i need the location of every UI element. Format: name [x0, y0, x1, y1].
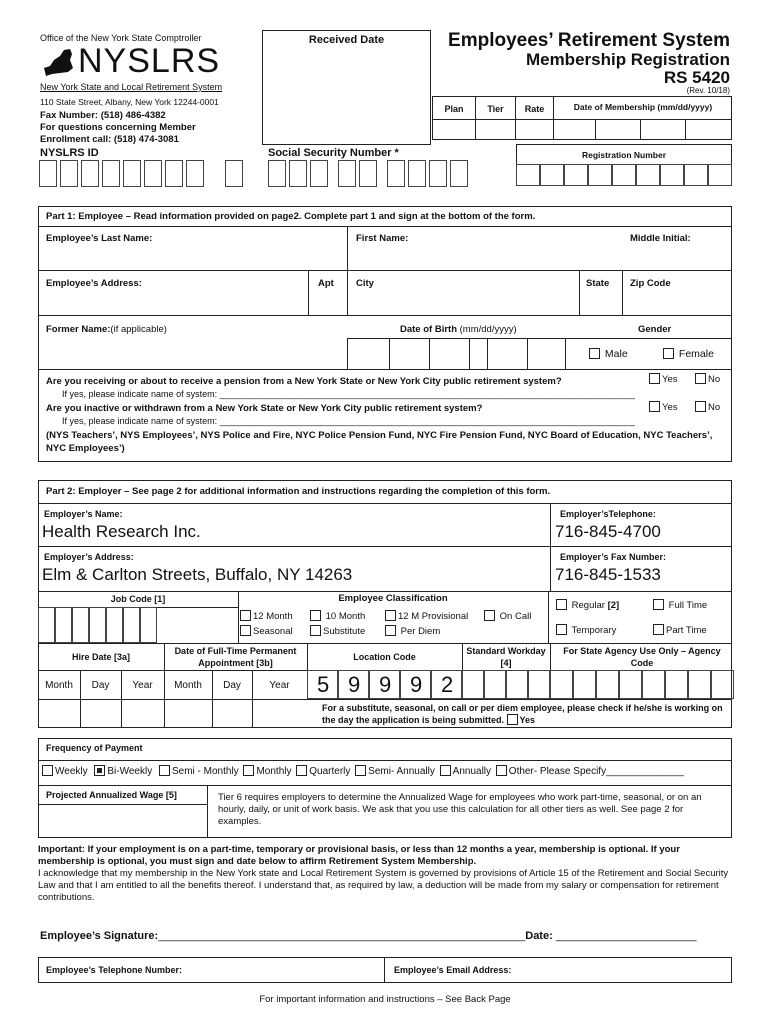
apt-label[interactable]: Apt	[318, 278, 334, 289]
on-call-checkbox[interactable]	[484, 610, 495, 621]
substitute-yes-label: Yes	[519, 715, 536, 725]
location-code-digit-value: 9	[379, 672, 392, 697]
substitute-note-text: For a substitute, seasonal, on call or per diem employee, please check if he/she is working on the day the application is being submitted.	[322, 703, 723, 725]
biweekly-checkbox[interactable]	[94, 765, 105, 776]
freq-semimonthly[interactable]	[159, 766, 239, 777]
full-time-checkbox[interactable]	[653, 599, 664, 610]
male-checkbox[interactable]	[589, 348, 600, 359]
job-code-digit-box[interactable]	[140, 607, 157, 643]
nyslrs-id-label: NYSLRS ID	[40, 147, 99, 159]
gender-female[interactable]	[663, 348, 714, 360]
substitute-checkbox[interactable]	[310, 625, 321, 636]
q1-yes[interactable]	[649, 373, 678, 385]
form-number: RS 5420	[663, 68, 730, 87]
biweekly-label: Bi-Weekly	[107, 766, 153, 777]
nyslrs-id-digit-box[interactable]	[39, 160, 57, 187]
former-name-note: (if applicable)	[110, 324, 167, 335]
q1-no-checkbox[interactable]	[695, 373, 706, 384]
freq-quarterly[interactable]	[296, 766, 350, 777]
acknowledgement: I acknowledge that my membership in the New York state and Local Retirement System is governed by provisions of Article 15 of the Retirement and Social Security Law and that I am entitled to all the benefits thereof. I understand that, as required by law, a deduction will be made from my salary or compensation for retirement contributions.	[38, 868, 729, 903]
agency-code-digit-box[interactable]	[573, 670, 596, 699]
class-per-diem[interactable]	[385, 625, 440, 637]
hire-date-label: Hire Date [3a]	[71, 652, 131, 662]
dob-format: (mm/dd/yyyy)	[459, 324, 517, 335]
freq-annually[interactable]	[440, 766, 491, 777]
ssn-digit-box[interactable]	[268, 160, 286, 187]
logo-text: NYSLRS	[78, 42, 221, 80]
q2-yes-label: Yes	[662, 402, 678, 413]
agency-code-digit-box[interactable]	[596, 670, 619, 699]
middle-initial-label[interactable]: Middle Initial:	[630, 233, 691, 244]
tier-label: Tier	[487, 104, 504, 114]
form-title-2: Membership Registration	[525, 50, 730, 69]
nyslrs-id-digit-box[interactable]	[225, 160, 243, 187]
status-part-time[interactable]	[653, 624, 707, 636]
registration-digit-box[interactable]	[564, 164, 588, 186]
q1-yes-checkbox[interactable]	[649, 373, 660, 384]
monthly-checkbox[interactable]	[243, 765, 254, 776]
gender-label: Gender	[638, 324, 672, 335]
gender-male[interactable]	[589, 348, 628, 360]
q1-no-label: No	[708, 374, 721, 385]
employer-address-label: Employer’s Address:	[44, 552, 134, 562]
part1-heading: Part 1: Employee – Read information provided on page2. Complete part 1 and sign at the bottom of the form.	[46, 211, 536, 222]
tier6-note: Tier 6 requires employers to determine the Annualized Wage for employees who work part-time, seasonal, or on an hourly, daily, or unit of work basis. We ask that you use this calculation for all other tiers as well. See page 2 for examples.	[218, 792, 702, 827]
other-label: Other- Please Specify______________	[508, 766, 684, 777]
system-name: New York State and Local Retirement System	[40, 82, 223, 92]
signature-label: Employee’s Signature:	[40, 930, 159, 942]
pension-question: Are you receiving or about to receive a pension from a New York State or New York City public retirement system?	[46, 376, 562, 387]
status-temporary[interactable]	[556, 624, 616, 636]
nyslrs-logo	[40, 42, 221, 83]
employee-classification-label: Employee Classification	[338, 593, 448, 604]
quarterly-checkbox[interactable]	[296, 765, 307, 776]
ssn-digit-box[interactable]	[429, 160, 447, 187]
regular-label: Regular	[571, 600, 608, 611]
semiannually-checkbox[interactable]	[355, 765, 366, 776]
part-time-label: Part Time	[666, 625, 707, 636]
twelve-month-checkbox[interactable]	[240, 610, 251, 621]
projected-wage-label: Projected Annualized Wage [5]	[46, 790, 177, 800]
status-regular[interactable]	[556, 599, 619, 611]
back-page-note: For important information and instructions – See Back Page	[259, 994, 511, 1005]
freq-biweekly[interactable]	[94, 766, 152, 777]
ssn-label: Social Security Number *	[268, 147, 399, 159]
registration-digit-box[interactable]	[612, 164, 636, 186]
important-note: Important: If your employment is on a part-time, temporary or provisional basis, or less than 12 months a year, membership is optional. If your membership is optional, you must sign and date below to affirm Retirement System Membership.	[38, 844, 680, 867]
employee-telephone-label[interactable]: Employee’s Telephone Number:	[46, 965, 183, 975]
rate-label: Rate	[524, 104, 545, 114]
q2-yes-checkbox[interactable]	[649, 401, 660, 412]
registration-digit-box[interactable]	[708, 164, 732, 186]
job-code-digit-box[interactable]	[55, 607, 72, 643]
signature-underline: ____________________________________________________________	[158, 930, 526, 942]
location-code-digit[interactable]	[369, 670, 400, 699]
temporary-label: Temporary	[571, 625, 617, 636]
appt-month[interactable]: Month	[174, 680, 202, 691]
ssn-digit-box[interactable]	[359, 160, 377, 187]
appt-year[interactable]: Year	[269, 680, 290, 691]
nyslrs-id-digit-box[interactable]	[81, 160, 99, 187]
frequency-label: Frequency of Payment	[46, 743, 143, 753]
seasonal-checkbox[interactable]	[240, 625, 251, 636]
revision: (Rev. 10/18)	[686, 86, 730, 95]
ssn-digit-box[interactable]	[310, 160, 328, 187]
weekly-checkbox[interactable]	[42, 765, 53, 776]
systems-list: (NYS Teachers’, NYS Employees’, NYS Police and Fire, NYC Police Pension Fund, NYC Fire Pension Fund, NYC Board of Education, NYC Teachers’, NYC Employees’)	[46, 430, 713, 454]
class-substitute[interactable]	[310, 625, 365, 637]
ssn-digit-box[interactable]	[338, 160, 356, 187]
agency-code-digit-box[interactable]	[642, 670, 665, 699]
substitute-note	[322, 702, 727, 726]
state-agency-label: For State Agency Use Only – Agency Code	[563, 646, 721, 668]
zip-label[interactable]: Zip Code	[630, 278, 671, 289]
freq-monthly[interactable]	[243, 766, 291, 777]
job-code-digit-box[interactable]	[106, 607, 123, 643]
ssn-digit-box[interactable]	[408, 160, 426, 187]
quarterly-label: Quarterly	[309, 766, 351, 777]
part2-heading: Part 2: Employer – See page 2 for additional information and instructions regarding the completion of this form.	[46, 486, 551, 497]
employer-name-label: Employer’s Name:	[44, 509, 123, 519]
location-code-digit[interactable]	[400, 670, 431, 699]
semimonthly-label: Semi - Monthly	[172, 766, 239, 777]
ten-month-label: 10 Month	[325, 611, 366, 622]
state-label[interactable]: State	[586, 278, 610, 289]
female-label: Female	[678, 348, 714, 360]
nyslrs-id-digit-box[interactable]	[102, 160, 120, 187]
semimonthly-checkbox[interactable]	[159, 765, 170, 776]
location-code-digit[interactable]	[307, 670, 338, 699]
full-time-label: Full Time	[668, 600, 708, 611]
workday-digit-box[interactable]	[462, 670, 484, 699]
regular-ref: [2]	[607, 600, 620, 611]
per-diem-label: Per Diem	[400, 626, 441, 637]
ten-month-checkbox[interactable]	[310, 610, 321, 621]
registration-number-label: Registration Number	[581, 150, 667, 160]
employee-email-label[interactable]: Employee’s Email Address:	[394, 965, 512, 975]
workday-digit-box[interactable]	[484, 670, 506, 699]
substitute-working-checkbox[interactable]	[507, 714, 518, 725]
fax-number: Fax Number: (518) 486-4382	[40, 110, 166, 121]
monthly-label: Monthly	[256, 766, 292, 777]
freq-weekly[interactable]	[42, 766, 88, 777]
agency-code-digit-box[interactable]	[550, 670, 573, 699]
job-code-digit-box[interactable]	[72, 607, 89, 643]
employer-address-value[interactable]: Elm & Carlton Streets, Buffalo, NY 14263	[42, 565, 353, 584]
class-10-month[interactable]	[310, 610, 365, 622]
freq-semiannually[interactable]	[355, 766, 435, 777]
former-name-text: Former Name:	[46, 324, 111, 335]
agency-code-digit-box[interactable]	[665, 670, 688, 699]
ssn-digit-box[interactable]	[289, 160, 307, 187]
registration-digit-box[interactable]	[588, 164, 612, 186]
female-checkbox[interactable]	[663, 348, 674, 359]
employer-tel-label: Employer’sTelephone:	[560, 509, 656, 519]
nyslrs-id-digit-box[interactable]	[60, 160, 78, 187]
nyslrs-id-digit-box[interactable]	[165, 160, 183, 187]
registration-digit-box[interactable]	[636, 164, 660, 186]
employer-name-value[interactable]: Health Research Inc.	[42, 522, 201, 541]
other-checkbox[interactable]	[496, 765, 507, 776]
q2-yes[interactable]	[649, 401, 678, 413]
city-label[interactable]: City	[356, 278, 374, 289]
class-12-month[interactable]	[240, 610, 293, 622]
office-name: Office of the New York State Comptroller	[40, 33, 202, 43]
agency-code-digit-box[interactable]	[619, 670, 642, 699]
standard-workday-label: Standard Workday [4]	[466, 646, 546, 668]
class-on-call[interactable]	[484, 610, 531, 622]
q1-yes-label: Yes	[662, 374, 678, 385]
seasonal-label: Seasonal	[253, 626, 293, 637]
appt-day[interactable]: Day	[223, 680, 241, 691]
location-code-digit[interactable]	[338, 670, 369, 699]
class-12m-provisional[interactable]	[385, 610, 468, 622]
job-code-digit-box[interactable]	[123, 607, 140, 643]
workday-digit-box[interactable]	[506, 670, 528, 699]
office-address: 110 State Street, Albany, New York 12244-0001	[40, 97, 219, 107]
temporary-checkbox[interactable]	[556, 624, 567, 635]
first-name-label[interactable]: First Name:	[356, 233, 409, 244]
frequency-options	[42, 765, 684, 777]
full-time-appointment-label: Date of Full-Time Permanent Appointment [3b]	[174, 646, 297, 668]
questions-text: For questions concerning Member	[40, 122, 196, 133]
hire-month[interactable]: Month	[45, 680, 73, 691]
dob-text: Date of Birth	[400, 324, 457, 335]
nyslrs-id-digit-box[interactable]	[186, 160, 204, 187]
q2-system-line[interactable]: If yes, please indicate name of system: ___________________________________________________________________________________	[62, 416, 636, 426]
location-code-label: Location Code	[353, 652, 416, 662]
date-underline: _______________________	[555, 930, 697, 942]
substitute-label: Substitute	[323, 626, 366, 637]
status-full-time[interactable]	[653, 599, 707, 611]
form-title-1: Employees’ Retirement System	[448, 30, 730, 51]
freq-other[interactable]	[496, 766, 684, 777]
registration-digit-box[interactable]	[516, 164, 540, 186]
twelve-prov-label: 12 M Provisional	[398, 611, 469, 622]
enrollment-phone: Enrollment call: (518) 474-3081	[40, 134, 179, 145]
employer-fax-value[interactable]: 716-845-1533	[555, 565, 661, 584]
agency-code-digit-box[interactable]	[711, 670, 734, 699]
new-york-state-icon	[40, 46, 76, 80]
location-code-digit-value: 9	[348, 672, 361, 697]
registration-digit-box[interactable]	[660, 164, 684, 186]
q1-system-line[interactable]: If yes, please indicate name of system: ___________________________________________________________________________________	[62, 389, 636, 399]
employer-fax-label: Employer’s Fax Number:	[560, 552, 667, 562]
on-call-label: On Call	[499, 611, 532, 622]
former-name-label[interactable]	[46, 324, 167, 335]
date-label: Date:	[525, 930, 556, 942]
registration-digit-box[interactable]	[684, 164, 708, 186]
q2-no[interactable]	[695, 401, 720, 413]
annually-checkbox[interactable]	[440, 765, 451, 776]
ssn-digit-box[interactable]	[387, 160, 405, 187]
location-code-digit-value: 5	[317, 672, 330, 697]
job-code-label: Job Code [1]	[110, 594, 166, 604]
ssn-digit-box[interactable]	[450, 160, 468, 187]
male-label: Male	[604, 348, 628, 360]
address-label[interactable]: Employee’s Address:	[46, 278, 142, 289]
registration-digit-box[interactable]	[540, 164, 564, 186]
q2-no-checkbox[interactable]	[695, 401, 706, 412]
plan-label: Plan	[444, 104, 464, 114]
last-name-label[interactable]: Employee’s Last Name:	[46, 233, 153, 244]
location-code-digit[interactable]	[431, 670, 462, 699]
received-date-box	[262, 30, 431, 145]
dob-label[interactable]	[400, 324, 517, 335]
nyslrs-id-digit-box[interactable]	[123, 160, 141, 187]
hire-year[interactable]: Year	[132, 680, 153, 691]
job-code-digit-box[interactable]	[89, 607, 106, 643]
twelve-month-label: 12 Month	[253, 611, 293, 622]
twelve-prov-checkbox[interactable]	[385, 610, 396, 621]
signature-line[interactable]	[40, 930, 697, 942]
date-membership-label: Date of Membership (mm/dd/yyyy)	[573, 102, 713, 112]
workday-digit-box[interactable]	[528, 670, 550, 699]
received-date-label: Received Date	[308, 34, 385, 46]
location-code-digit-value: 2	[441, 672, 454, 697]
weekly-label: Weekly	[55, 766, 88, 777]
q2-no-label: No	[708, 402, 721, 413]
regular-checkbox[interactable]	[556, 599, 567, 610]
part-time-checkbox[interactable]	[653, 624, 664, 635]
semiannually-label: Semi- Annually	[368, 766, 435, 777]
agency-code-digit-box[interactable]	[688, 670, 711, 699]
hire-day[interactable]: Day	[91, 680, 110, 691]
job-code-digit-box[interactable]	[38, 607, 55, 643]
class-seasonal[interactable]	[240, 625, 293, 637]
inactive-question: Are you inactive or withdrawn from a New York State or New York City public retirement system?	[46, 403, 483, 414]
annually-label: Annually	[452, 766, 492, 777]
per-diem-checkbox[interactable]	[385, 625, 396, 636]
nyslrs-id-digit-box[interactable]	[144, 160, 162, 187]
employer-tel-value[interactable]: 716-845-4700	[555, 522, 661, 541]
location-code-digit-value: 9	[410, 672, 423, 697]
q1-no[interactable]	[695, 373, 720, 385]
